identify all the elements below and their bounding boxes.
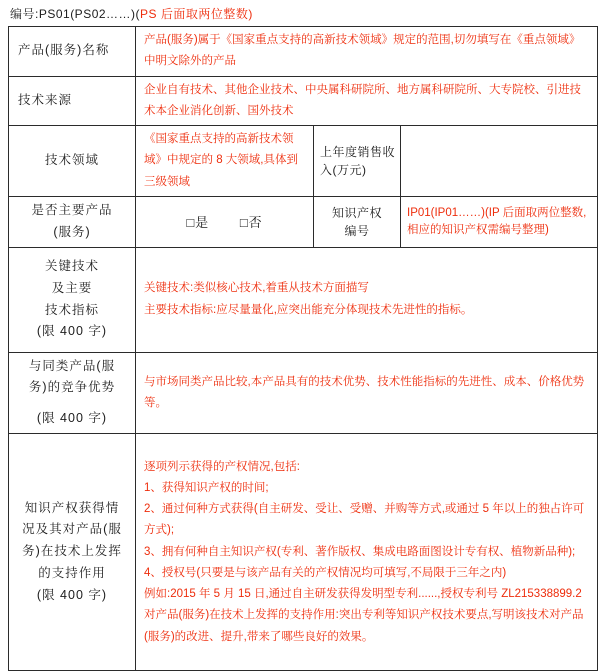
checkbox-no[interactable]: □否 — [239, 215, 263, 231]
ip-number-label-line1: 知识产权 — [331, 205, 382, 220]
is-main-product-label — [9, 196, 136, 247]
product-service-form-table — [8, 26, 598, 671]
doc-number-note: PS 后面取两位整数) — [140, 7, 253, 21]
key-tech-label-line4: (限 400 字) — [36, 324, 108, 339]
ip-acquire-label-line4: 的支持作用 — [38, 566, 106, 581]
ip-acquire-label — [9, 434, 136, 671]
competitive-label-line1: 与同类产品(服 — [28, 358, 116, 373]
competitive-advantage-note: 与市场同类产品比较,本产品具有的技术优势、技术性能指标的先进性、成本、价格优势等。 — [136, 352, 598, 434]
ip-acquire-note-item4: 4、授权号(只要是与该产品有关的产权情况均可填写,不局限于三年之内) — [144, 566, 507, 579]
row-competitive-advantage — [9, 352, 598, 434]
product-name-label: 产品(服务)名称 — [9, 27, 136, 77]
ip-acquire-note-item2: 2、通过何种方式获得(自主研发、受让、受赠、并购等方式,或通过 5 年以上的独占许可方式); — [144, 503, 585, 537]
ip-acquire-note-example: 例如:2015 年 5 月 15 日,通过自主研发获得发明型专利......,授权专利号 ZL215338899.2 — [144, 588, 582, 601]
sales-revenue-value-cell[interactable] — [401, 126, 598, 197]
document-page — [0, 5, 605, 663]
row-tech-source — [9, 76, 598, 126]
ip-acquire-note-intro: 逐项列示获得的产权情况,包括: — [144, 460, 300, 473]
ip-acquire-label-line1: 知识产权获得情 — [24, 500, 120, 515]
row-product-name — [9, 27, 598, 77]
ip-acquire-label-line3: 务)在技术上发挥 — [22, 544, 122, 559]
ip-acquire-label-line5: (限 400 字) — [36, 588, 108, 603]
competitive-label-line2: 务)的竞争优势 — [28, 380, 116, 395]
key-tech-note-line2: 主要技术指标:应尽量量化,应突出能充分体现技术先进性的指标。 — [144, 303, 473, 316]
doc-number — [10, 5, 605, 22]
tech-source-label: 技术来源 — [9, 76, 136, 126]
is-main-product-label-line1: 是否主要产品 — [31, 202, 113, 217]
product-name-note: 产品(服务)属于《国家重点支持的高新技术领域》规定的范围,切勿填写在《重点领域》中明文除外的产品 — [136, 27, 598, 77]
ip-number-label — [314, 196, 401, 247]
ip-acquire-note — [136, 434, 598, 671]
ip-acquire-label-line2: 况及其对产品(服 — [22, 522, 122, 537]
ip-number-note: IP01(IP01……)(IP 后面取两位整数,相应的知识产权需编号整理) — [401, 196, 598, 247]
is-main-product-choices — [136, 196, 314, 247]
tech-field-note: 《国家重点支持的高新技术领域》中规定的 8 大领域,具体到三级领域 — [136, 126, 314, 197]
row-key-tech — [9, 247, 598, 352]
ip-acquire-note-item3: 3、拥有何种自主知识产权(专利、著作版权、集成电路面图设计专有权、植物新品种); — [144, 545, 576, 558]
ip-acquire-note-item1: 1、获得知识产权的时间; — [144, 481, 269, 494]
tech-field-label: 技术领域 — [9, 126, 136, 197]
is-main-product-label-line2: (服务) — [53, 224, 91, 239]
key-tech-label-line1: 关键技术 — [44, 258, 99, 273]
competitive-advantage-label — [9, 352, 136, 434]
checkbox-yes[interactable]: □是 — [186, 215, 210, 231]
sales-revenue-label: 上年度销售收入(万元) — [314, 126, 401, 197]
tech-source-note: 企业自有技术、其他企业技术、中央属科研院所、地方属科研院所、大专院校、引进技术本企业消化创新、国外技术 — [136, 76, 598, 126]
ip-number-label-line2: 编号 — [344, 223, 370, 238]
key-tech-label-line2: 及主要 — [51, 280, 93, 295]
key-tech-label — [9, 247, 136, 352]
key-tech-note — [136, 247, 598, 352]
key-tech-label-line3: 技术指标 — [44, 302, 99, 317]
doc-number-prefix: 编号:PS01(PS02……)( — [10, 7, 141, 21]
row-tech-field — [9, 126, 598, 197]
row-ip-acquire — [9, 434, 598, 671]
ip-acquire-note-support: 对产品(服务)在技术上发挥的支持作用:突出专利等知识产权技术要点,写明该技术对产品(服务)的改进、提升,带来了哪些良好的效果。 — [144, 609, 584, 643]
row-is-main-product — [9, 196, 598, 247]
competitive-label-line3: (限 400 字) — [36, 411, 108, 426]
key-tech-note-line1: 关键技术:类似核心技术,着重从技术方面描写 — [144, 282, 369, 295]
